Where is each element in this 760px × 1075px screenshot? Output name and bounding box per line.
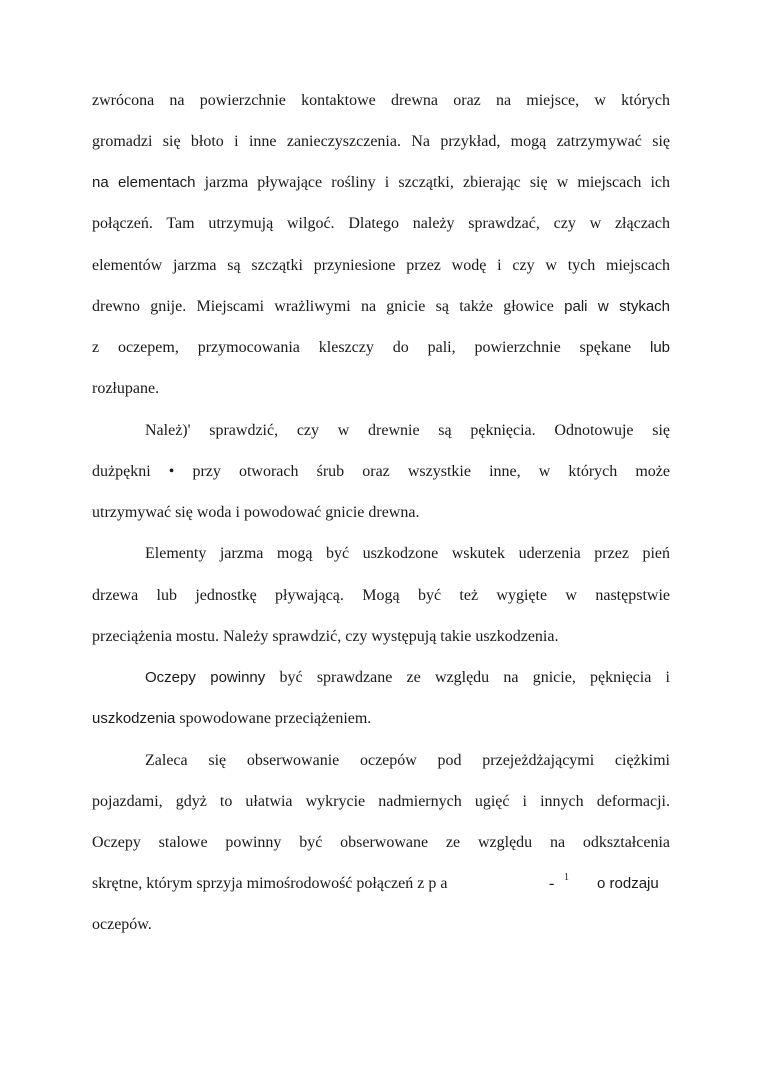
p4-line-2 [92, 709, 670, 729]
p1-line-3-text: jarzma pływające rośliny i szczątki, zbierając się w miejscach ich [204, 174, 671, 191]
p5-line-1: Zaleca się obserwowanie oczepów pod przejeżdżającymi ciężkimi [145, 752, 670, 769]
p1-line-7 [92, 338, 670, 358]
p4-line-1-text: być sprawdzane ze względu na gnicie, pęknięcia i [279, 669, 670, 686]
p2-line-3: utrzymywać się woda i powodować gnicie drewna. [92, 504, 420, 521]
p4-line-2-prefix: uszkodzenia [92, 710, 176, 727]
p4-line-1 [145, 668, 670, 688]
p1-line-5: elementów jarzma są szczątki przyniesione przez wodę i czy w tych miejscach [92, 257, 670, 274]
p5-line-4-tail: o rodzaju [597, 875, 659, 892]
p5-line-5: oczepów. [92, 916, 152, 933]
p1-line-7-suffix: lub [649, 339, 671, 356]
p4-line-1-prefix: Oczepy powinny [145, 669, 266, 686]
p5-line-4-dash: - [549, 875, 555, 892]
p1-line-3 [92, 173, 670, 193]
p1-line-8: rozłupane. [92, 380, 160, 397]
p1-line-6-suffix: pali w stykach [564, 298, 671, 315]
p1-line-6-text: drewno gnije. Miejscami wrażliwymi na gnicie są także głowice [92, 298, 554, 315]
p2-line-1: Należ)' sprawdzić, czy w drewnie są pęknięcia. Odnotowuje się [145, 422, 670, 439]
p5-line-3: Oczepy stalowe powinny być obserwowane ze względu na odkształcenia [92, 834, 670, 851]
p5-line-4-superscript: 1 [564, 872, 569, 883]
p1-line-2: gromadzi się błoto i inne zanieczyszczenia. Na przykład, mogą zatrzymywać się [92, 133, 670, 150]
p5-line-2: pojazdami, gdyż to ułatwia wykrycie nadmiernych ugięć i innych deformacji. [92, 793, 670, 810]
p5-line-4 [92, 874, 670, 894]
p1-line-4: połączeń. Tam utrzymują wilgoć. Dlatego należy sprawdzać, czy w złączach [92, 215, 670, 232]
p5-line-4-text: skrętne, którym sprzyja mimośrodowość połączeń z p a [92, 875, 448, 892]
p4-line-2-text: spowodowane przeciążeniem. [179, 710, 372, 727]
p3-line-3: przeciążenia mostu. Należy sprawdzić, czy występują takie uszkodzenia. [92, 628, 559, 645]
p3-line-2: drzewa lub jednostkę pływającą. Mogą być też wygięte w następstwie [92, 587, 670, 604]
p1-line-1: zwrócona na powierzchnie kontaktowe drewna oraz na miejsce, w których [92, 92, 670, 109]
p3-line-1: Elementy jarzma mogą być uszkodzone wskutek uderzenia przez pień [145, 545, 670, 562]
p2-line-2: dużpękni • przy otworach śrub oraz wszystkie inne, w których może [92, 463, 670, 480]
p1-line-6 [92, 297, 670, 317]
p1-line-3-prefix: na elementach [92, 174, 196, 191]
p1-line-7-text: z oczepem, przymocowania kleszczy do pali, powierzchnie spękane [92, 339, 632, 356]
